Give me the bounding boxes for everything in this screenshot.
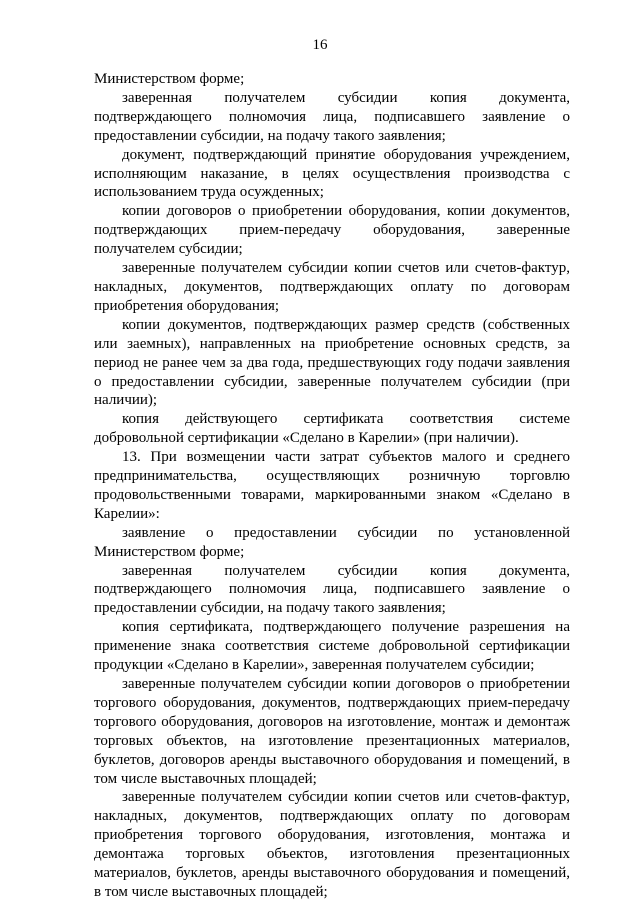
paragraph-continuation: Министерством форме; (94, 71, 245, 87)
page-number: 16 (312, 37, 328, 53)
paragraph-authority-copy: заверенная получателем субсидии копия документа, подтверждающего полномочия лица, подписавшего заявление о предоставлении субсидии, на подачу такого заявления; (94, 89, 570, 144)
paragraph-authority-copy-2: заверенная получателем субсидии копия документа, подтверждающего полномочия лица, подписавшего заявление о предоставлении субсидии, на подачу такого заявления; (94, 562, 570, 617)
paragraph-equipment-acceptance: документ, подтверждающий принятие оборудования учреждением, исполняющим наказание, в целях осуществления производства с использованием труда осужденных; (94, 146, 570, 201)
paragraph-trade-contracts: заверенные получателем субсидии копии договоров о приобретении торгового оборудования, документов, подтверждающих прием-передачу торгового оборудования, договоров на изготовление, монтаж и демонтаж торговых объектов, на изготовление презентационных материалов, буклетов, договоров аренды выставочного оборудования и помещений, в том числе выставочных площадей; (94, 676, 570, 787)
paragraph-certificate-copy: копия действующего сертификата соответствия системе добровольной сертификации «Сделано в Карелии» (при наличии). (94, 411, 570, 447)
paragraph-application: заявление о предоставлении субсидии по установленной Министерством форме; (94, 524, 570, 560)
paragraph-invoices: заверенные получателем субсидии копии счетов или счетов-фактур, накладных, документов, подтверждающих оплату по договорам приобретения оборудования; (94, 260, 570, 314)
paragraph-funds-documents: копии документов, подтверждающих размер средств (собственных или заемных), направленных на приобретение основных средств, за период не ранее чем за два года, предшествующих году подачи заявления о предоставлении субсидии, заверенные получателем субсидии (при наличии); (94, 316, 570, 409)
paragraph-section-13: 13. При возмещении части затрат субъектов малого и среднего предпринимательства, осуществляющих розничную торговлю продовольственными товарами, маркированными знаком «Сделано в Карелии»: (94, 449, 570, 522)
paragraph-equipment-contracts: копии договоров о приобретении оборудования, копии документов, подтверждающих прием-передачу оборудования, заверенные получателем субсидии; (94, 203, 570, 258)
paragraph-mark-certificate: копия сертификата, подтверждающего получение разрешения на применение знака соответствия системе добровольной сертификации продукции «Сделано в Карелии», заверенная получателем субсидии; (94, 619, 570, 674)
document-body (94, 70, 570, 902)
paragraph-trade-invoices: заверенные получателем субсидии копии счетов или счетов-фактур, накладных, документов, подтверждающих оплату по договорам приобретения торгового оборудования, изготовления, монтажа и демонтажа торговых объектов, изготовления презентационных материалов, буклетов, аренды выставочного оборудования и помещений, в том числе выставочных площадей; (94, 789, 570, 900)
